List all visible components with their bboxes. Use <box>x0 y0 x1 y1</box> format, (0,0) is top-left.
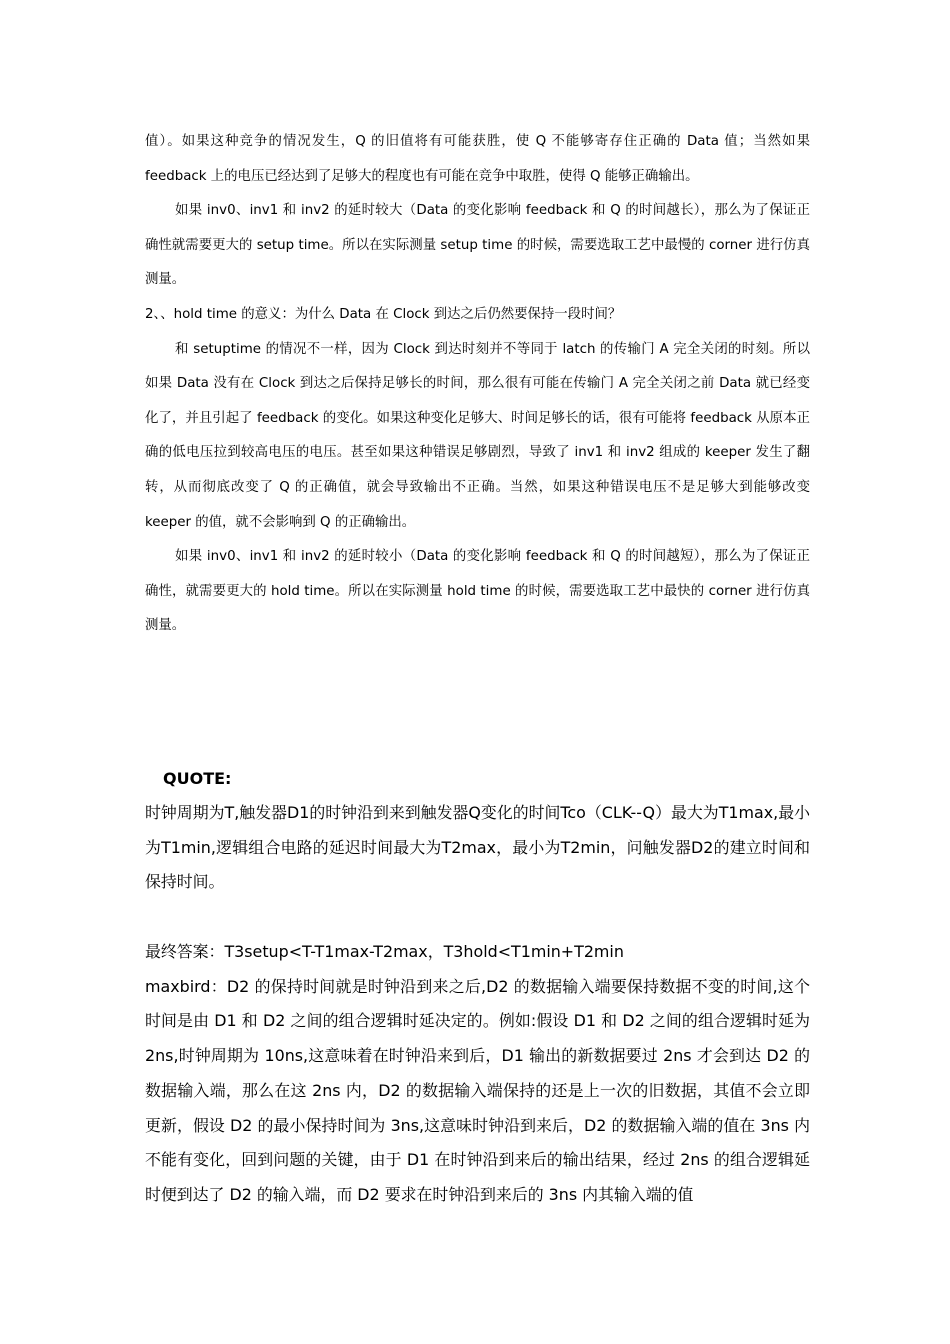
quote-label: QUOTE: <box>163 769 232 788</box>
paragraph-setup-delay: 如果 inv0、inv1 和 inv2 的延时较大（Data 的变化影响 feedback 和 Q 的时间越长），那么为了保证正确性就需要更大的 setup time。所以在实际测量 setup time 的时候，需要选取工艺中最慢的 corner 进行仿真测量。 <box>145 203 810 288</box>
section-heading-hold-time: 2、、hold time 的意义：为什么 Data 在 Clock 到达之后仍然要保持一段时间？ <box>145 306 622 322</box>
paragraph-hold-delay: 如果 inv0、inv1 和 inv2 的延时较小（Data 的变化影响 feedback 和 Q 的时间越短），那么为了保证正确性，就需要更大的 hold time。所以在实际测量 hold time 的时候，需要选取工艺中最快的 corner 进行仿真测量。 <box>145 549 810 634</box>
quote-question <box>145 796 810 900</box>
quote-question-text: 时钟周期为T,触发器D1的时钟沿到来到触发器Q变化的时间Tco（CLK--Q）最大为T1max,最小为T1min,逻辑组合电路的延迟时间最大为T2max，最小为T2min，问触发器D2的建立时间和保持时间。 <box>145 803 810 892</box>
body-text-section <box>145 125 810 644</box>
paragraph-race-condition: 值）。如果这种竞争的情况发生，Q 的旧值将有可能获胜，使 Q 不能够寄存住正确的 Data 值；当然如果 feedback 上的电压已经达到了足够大的程度也有可能在竞争中取胜，使得 Q 能够正确输出。 <box>145 134 810 184</box>
paragraph-hold-explanation: 和 setuptime 的情况不一样，因为 Clock 到达时刻并不等同于 latch 的传输门 A 完全关闭的时刻。所以如果 Data 没有在 Clock 到达之后保持足够长的时间，那么很有可能在传输门 A 完全关闭之前 Data 就已经变化了，并且引起了 feedback 的变化。如果这种变化足够大、时间足够长的话，很有可能将 feedback 从原本正确的低电压拉到较高电压的电压。甚至如果这种错误足够剧烈，导致了 inv1 和 inv2 组成的 keeper 发生了翻转，从而彻底改变了 Q 的正确值，就会导致输出不正确。当然，如果这种错误电压不是足够大到能够改变 keeper 的值，就不会影响到 Q 的正确输出。 <box>145 341 810 530</box>
maxbird-explanation: maxbird：D2 的保持时间就是时钟沿到来之后,D2 的数据输入端要保持数据不变的时间,这个时间是由 D1 和 D2 之间的组合逻辑时延决定的。例如:假设 D1 和 D2 之间的组合逻辑时延为 2ns,时钟周期为 10ns,这意味着在时钟沿来到后，D1 输出的新数据要过 2ns 才会到达 D2 的数据输入端，那么在这 2ns 内，D2 的数据输入端保持的还是上一次的旧数据，其值不会立即更新，假设 D2 的最小保持时间为 3ns,这意味时钟沿到来后，D2 的数据输入端的值在 3ns 内不能有变化，回到问题的关键，由于 D1 在时钟沿到来后的输出结果，经过 2ns 的组合逻辑延时便到达了 D2 的输入端，而 D2 要求在时钟沿到来后的 3ns 内其输入端的值 <box>145 976 810 1204</box>
quote-answer-section <box>145 935 810 1213</box>
final-answer: 最终答案：T3setup<T-T1max-T2max，T3hold<T1min+T2min <box>145 942 624 961</box>
